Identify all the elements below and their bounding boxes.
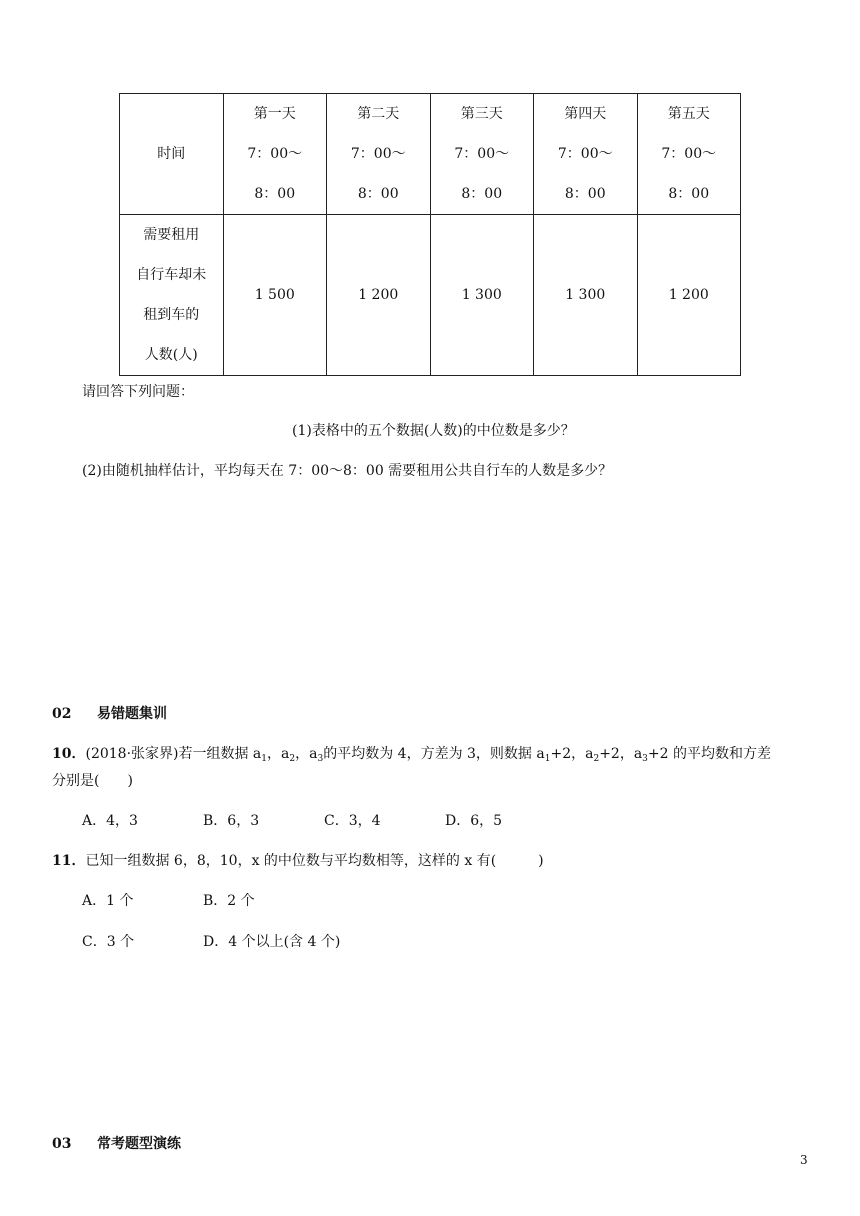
day-cell bbox=[637, 94, 741, 215]
table-value-row bbox=[120, 215, 741, 376]
time-end: 8：00 bbox=[254, 186, 296, 202]
option-c: C．3 个 bbox=[82, 934, 135, 950]
day-label: 第三天 bbox=[460, 106, 503, 122]
day-label: 第二天 bbox=[357, 106, 400, 122]
section-03-number: 03 bbox=[52, 1136, 72, 1152]
row-label-line: 租到车的 bbox=[143, 307, 200, 323]
option-d: D．4 个以上(含 4 个) bbox=[203, 934, 341, 950]
question-2: (2)由随机抽样估计，平均每天在 7：00～8：00 需要租用公共自行车的人数是多少？ bbox=[82, 463, 613, 479]
question-11: 11．已知一组数据 6，8，10，x 的中位数与平均数相等，这样的 x 有( ) bbox=[52, 853, 544, 869]
question-1: (1)表格中的五个数据(人数)的中位数是多少？ bbox=[292, 423, 575, 439]
option-b: B．6，3 bbox=[203, 813, 260, 829]
time-start: 7：00～ bbox=[454, 146, 510, 162]
time-label-cell: 时间 bbox=[120, 94, 224, 215]
question-10-line2: 分别是( ) bbox=[52, 773, 133, 789]
time-end: 8：00 bbox=[564, 186, 606, 202]
time-end: 8：00 bbox=[357, 186, 399, 202]
row-label-line: 需要租用 bbox=[143, 227, 200, 243]
day-label: 第五天 bbox=[667, 106, 710, 122]
section-03-title: 常考题型演练 bbox=[97, 1136, 181, 1152]
section-02-title: 易错题集训 bbox=[97, 706, 167, 722]
day-cell bbox=[327, 94, 431, 215]
value-cell: 1 500 bbox=[223, 215, 327, 376]
row-label-line: 自行车却未 bbox=[136, 267, 207, 283]
rental-data-table bbox=[119, 93, 741, 376]
row-label-cell bbox=[120, 215, 224, 376]
day-cell bbox=[534, 94, 638, 215]
question-10-line1: 10．(2018·张家界)若一组数据 $a_1$，$a_2$，$a_3$的平均数为 4，方差为 3，则数据 $a_1+2$，$a_2+2$，$a_3+2$ 的平均数和方差 bbox=[52, 746, 771, 764]
question-number: 11． bbox=[52, 853, 86, 869]
option-a: A．1 个 bbox=[82, 893, 134, 909]
time-start: 7：00～ bbox=[350, 146, 406, 162]
time-start: 7：00～ bbox=[247, 146, 303, 162]
value-cell: 1 200 bbox=[327, 215, 431, 376]
option-d: D．6，5 bbox=[445, 813, 503, 829]
option-c: C．3，4 bbox=[324, 813, 381, 829]
table-header-row bbox=[120, 94, 741, 215]
value-cell: 1 300 bbox=[430, 215, 534, 376]
time-end: 8：00 bbox=[461, 186, 503, 202]
time-start: 7：00～ bbox=[661, 146, 717, 162]
question-prompt: 请回答下列问题： bbox=[82, 384, 194, 400]
day-cell bbox=[223, 94, 327, 215]
row-label-line: 人数(人) bbox=[144, 347, 198, 363]
day-label: 第四天 bbox=[564, 106, 607, 122]
time-end: 8：00 bbox=[668, 186, 710, 202]
page-number: 3 bbox=[800, 1153, 808, 1167]
option-b: B．2 个 bbox=[203, 893, 255, 909]
day-cell bbox=[430, 94, 534, 215]
day-label: 第一天 bbox=[253, 106, 296, 122]
question-number: 10． bbox=[52, 746, 86, 762]
value-cell: 1 300 bbox=[534, 215, 638, 376]
time-start: 7：00～ bbox=[557, 146, 613, 162]
option-a: A．4，3 bbox=[82, 813, 138, 829]
value-cell: 1 200 bbox=[637, 215, 741, 376]
section-02-number: 02 bbox=[52, 706, 72, 722]
